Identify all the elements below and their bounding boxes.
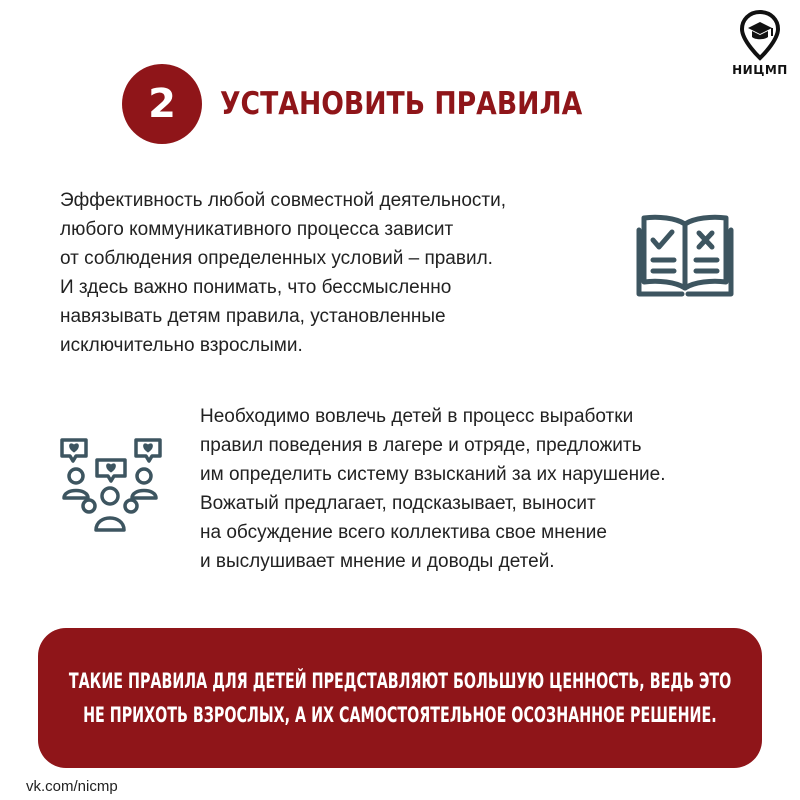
conclusion-banner: [38, 628, 762, 768]
text-line: любого коммуникативного процесса зависит: [60, 219, 454, 240]
text-line: правил поведения в лагере и отряде, предложить: [200, 435, 642, 456]
logo-text: НИЦМП: [732, 63, 788, 77]
paragraph-involve-children: [200, 402, 780, 576]
text-line: и выслушивает мнение и доводы детей.: [200, 551, 555, 572]
banner-text-line: НЕ ПРИХОТЬ ВЗРОСЛЫХ, А ИХ САМОСТОЯТЕЛЬНОЕ ОСОЗНАННОЕ РЕШЕНИЕ.: [83, 703, 717, 727]
text-line: навязывать детям правила, установленные: [60, 306, 446, 327]
text-line: Вожатый предлагает, подсказывает, выносит: [200, 493, 596, 514]
map-pin-graduation-cap-icon: [739, 10, 781, 62]
text-line: на обсуждение всего коллектива свое мнение: [200, 522, 607, 543]
text-line: от соблюдения определенных условий – правил.: [60, 248, 493, 269]
group-people-hearts-icon: [56, 436, 166, 536]
step-number-badge: [122, 64, 202, 144]
banner-text-line: ТАКИЕ ПРАВИЛА ДЛЯ ДЕТЕЙ ПРЕДСТАВЛЯЮТ БОЛЬШУЮ ЦЕННОСТЬ, ВЕДЬ ЭТО: [68, 669, 732, 693]
footer-link[interactable]: vk.com/nicmp: [26, 778, 118, 795]
text-line: им определить систему взысканий за их нарушение.: [200, 464, 666, 485]
step-number: 2: [148, 81, 176, 127]
open-book-check-cross-icon: [636, 212, 734, 298]
text-line: Эффективность любой совместной деятельности,: [60, 190, 506, 211]
text-line: исключительно взрослыми.: [60, 335, 303, 356]
logo: [728, 10, 792, 80]
paragraph-rules-effectiveness: [60, 186, 620, 360]
text-line: Необходимо вовлечь детей в процесс выработки: [200, 406, 634, 427]
text-line: И здесь важно понимать, что бессмысленно: [60, 277, 452, 298]
page-title: УСТАНОВИТЬ ПРАВИЛА: [220, 86, 583, 122]
